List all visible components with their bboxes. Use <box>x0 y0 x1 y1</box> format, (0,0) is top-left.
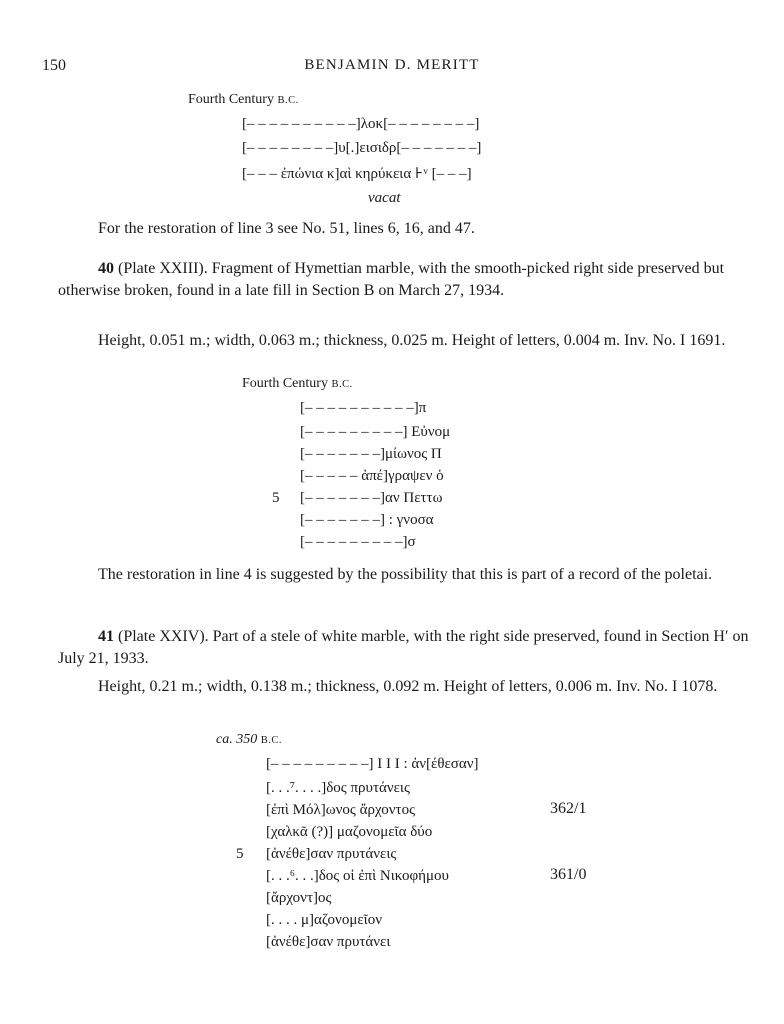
entry-41-dimensions: Height, 0.21 m.; width, 0.138 m.; thickness, 0.092 m. Height of letters, 0.006 m. Inv. No. I 1078. <box>98 678 718 695</box>
inscription-line: [– – – – – – –]αν Πεττω <box>300 490 443 506</box>
inscription-line: [– – – ἐπώνια κ]αὶ κηρύκεια ⊦ᵛ [– – –] <box>242 166 472 182</box>
line-number: 5 <box>272 490 280 506</box>
page-number: 150 <box>42 57 66 74</box>
inscription-line: [. . .⁶. . .]δος οἱ ἐπὶ Νικοφήμου <box>266 868 449 884</box>
entry-41-description: 41 (Plate XXIV). Part of a stele of white marble, with the right side preserved, found in Section Η′ on July 21, 1933. <box>58 628 749 667</box>
line-number: 5 <box>236 846 244 862</box>
inscription-line: [ἐπὶ Μόλ]ωνος ἄρχοντος <box>266 802 416 818</box>
vacat-label: vacat <box>368 190 401 206</box>
inscription-line: [– – – – – ἀπέ]γραψεν ὁ <box>300 468 444 484</box>
archon-year: 362/1 <box>550 800 587 817</box>
inscription-line: [– – – – – – – – – –]π <box>300 400 427 416</box>
entry-40-description: 40 (Plate XXIII). Fragment of Hymettian marble, with the smooth-picked right side preserved but otherwise broken, found in a late fill in Section Β on March 27, 1934. <box>58 260 725 299</box>
inscription-line: [– – – – – – – – –] I I I : ἀν[έθεσαν] <box>266 756 479 772</box>
inscription-line: [– – – – – – –] : γνοσα <box>300 512 434 528</box>
inscription-line: [– – – – – – –]μίωνος Π <box>300 446 442 462</box>
inscription-line: [. . .⁷. . . .]δος πρυτάνεις <box>266 780 410 796</box>
running-header: BENJAMIN D. MERITT <box>304 57 480 73</box>
restoration-note: The restoration in line 4 is suggested by the possibility that this is part of a record of the poletai. <box>98 566 713 583</box>
date-heading: Fourth Century B.C. <box>242 376 353 391</box>
inscription-line: [ἀνέθε]σαν πρυτάνει <box>266 934 391 950</box>
inscription-line: [. . . . μ]αζονομεῖον <box>266 912 382 928</box>
inscription-line: [– – – – – – – – –]σ <box>300 534 416 550</box>
inscription-line: [– – – – – – – – – –]λοκ[– – – – – – – –] <box>242 116 480 132</box>
inscription-line: [– – – – – – – –]υ[.]εισιδρ[– – – – – – –] <box>242 140 482 156</box>
inscription-line: [– – – – – – – – –] Εὐνομ <box>300 424 451 440</box>
inscription-line: [ἀνέθε]σαν πρυτάνεις <box>266 846 397 862</box>
inscription-line: [ἄρχοντ]ος <box>266 890 332 906</box>
archon-year: 361/0 <box>550 866 587 883</box>
restoration-note: For the restoration of line 3 see No. 51, lines 6, 16, and 47. <box>98 220 475 237</box>
date-heading: Fourth Century B.C. <box>188 92 299 107</box>
entry-40-dimensions: Height, 0.051 m.; width, 0.063 m.; thickness, 0.025 m. Height of letters, 0.004 m. Inv. No. I 1691. <box>98 332 726 349</box>
date-heading: ca. 350 B.C. <box>216 732 282 747</box>
inscription-line: [χαλκᾶ (?)] μαζονομεῖα δύο <box>266 824 433 840</box>
